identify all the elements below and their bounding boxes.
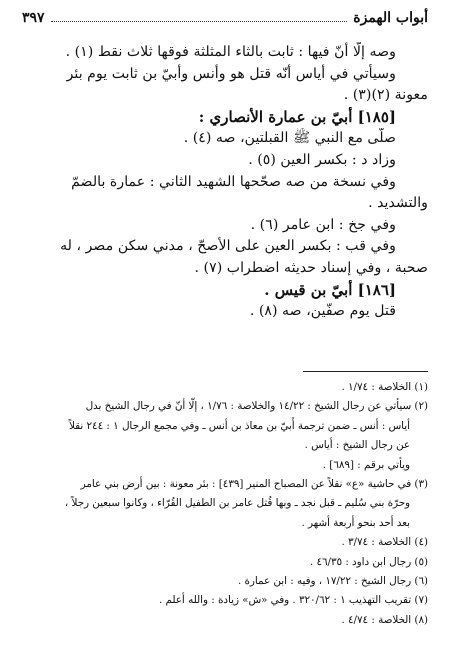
entry-heading-186: [١٨٦] أُبيّ بن قيس . <box>264 280 396 299</box>
footnote-divider <box>303 371 428 372</box>
text-line: صحبة ، وفي إسناد حديثه اضطراب (٧) . <box>194 259 428 276</box>
text-line: قتل يوم صفّين، صه (٨) . <box>249 303 396 320</box>
main-text <box>20 42 428 323</box>
footnote: (١) الخلاصة : ١/٧٤ . <box>341 381 428 393</box>
footnote: (٢) سيأتي عن رجال الشيخ : ١٤/٢٢ والخلاصة : ١/٧٦ ، إلّا أنّ في رجال الشيخ بدل <box>85 400 428 413</box>
footnote: (٨) الخلاصة : ٤/٧٤ . <box>341 613 428 626</box>
text-line: وزاد د : بكسر العين (٥) . <box>248 151 396 168</box>
page-header <box>22 10 428 34</box>
footnote-continuation: بعد أحد بنحو أربعة أشهر . <box>301 516 410 529</box>
text-line: وفي نسخة من صه صحّحها الشهيد الثاني : عمارة بالضمّ <box>71 173 396 190</box>
text-line: وفي قب : بكسر العين على الأصحّ ، مدني سكن مصر ، له <box>60 238 396 255</box>
text-line: معونة (٢)(٣) . <box>343 87 428 104</box>
footnote: (٥) رجال ابن داود : ٤٦/٣٥ . <box>309 555 428 568</box>
footnote: (٣) في حاشية «ع» نقلاً عن المصباح المنير [٤٣٩] : بئر معونة : بين أرض بني عامر <box>80 478 428 491</box>
footnote: (٤) الخلاصة : ٣/٧٤ . <box>341 536 428 549</box>
text-line: وفي جخ : ابن عامر (٦) . <box>250 216 396 233</box>
footnote: (٦) رجال الشيخ : ١٧/٢٢ ، وفيه : ابن عمارة . <box>237 575 428 588</box>
text-line: والتشديد . <box>368 195 428 212</box>
text-line: وصه إلّا أنّ فيها : ثابت بالثاء المثلثة فوقها ثلاث نقط (١) . <box>65 44 396 60</box>
footnote-continuation: وحرّة بني سُليم ـ قبل نجد ـ وبها قُتل عامر بن الطفيل القُرّاء ، وكانوا سبعين رجلاً ، <box>64 497 410 510</box>
footnote-continuation: ويأتي برقم : [٦٨٩] . <box>322 458 410 471</box>
page-number: ٣٩٧ <box>22 10 45 26</box>
text-line: وسيأتي في أياس أنّه قتل هو وأنس وأُبيّ بن ثابت يوم بئر <box>66 65 396 82</box>
text-line: صلّى مع النبي ﷺ القبلتين، صه (٤) . <box>183 130 396 147</box>
footnote-continuation: عن رجال الشيخ : أياس . <box>304 439 410 452</box>
running-title: أبواب الهمزة <box>353 10 428 26</box>
footnote-continuation: أياس : أنس ـ ضمن ترجمة أُبيّ بن معاذ بن أنس ـ وفي مجمع الرجال ١ : ٢٤٤ نقلاً <box>69 419 410 432</box>
footnote: (٧) تقريب التهذيب ١ : ٣٢٠/٦٢ . وفي «ش» زيادة : والله أعلم . <box>158 594 428 607</box>
entry-heading-185: [١٨٥] أُبيّ بن عمارة الأنصاري : <box>198 107 396 126</box>
header-dotted-leader <box>51 21 348 22</box>
footnotes <box>20 378 428 630</box>
